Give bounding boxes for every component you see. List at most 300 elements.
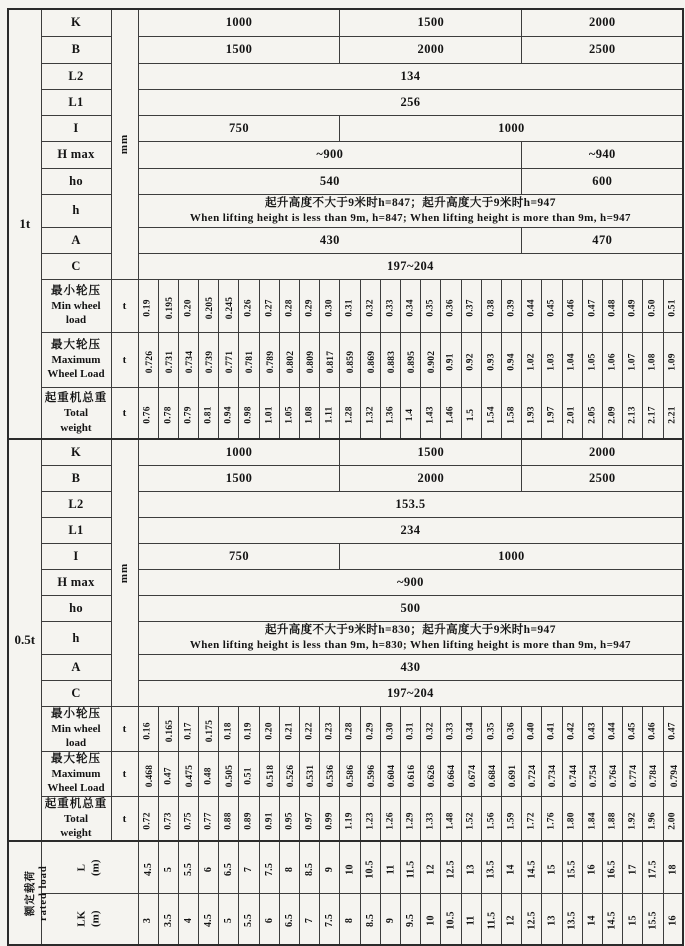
value-text: 0.30 [385,722,396,740]
min-wheel-load-value [178,707,198,752]
param-label-a [41,655,111,681]
value-text: 0.40 [526,722,537,740]
value-text: 0.726 [144,350,155,374]
load-label-total-weight [41,796,111,841]
param-k-value [340,9,522,36]
maximum-wheel-load-value [380,751,400,796]
value-text: 0.72 [143,811,154,830]
load-label-line: Maximum [51,767,101,780]
value-text: 0.35 [486,722,497,740]
table-row [8,89,683,115]
value-text: 0.45 [627,722,638,740]
section-label-0-5t [8,439,41,841]
table-row [8,439,683,465]
value-text: 0.16 [143,722,154,740]
span-label-letter: LK [75,910,88,927]
param-value-text: 256 [400,94,421,109]
span-l-value [623,841,643,893]
min-wheel-load-value [340,707,360,752]
span-lk-value [401,893,421,945]
value-text: 4.5 [142,862,154,876]
table-row [8,796,683,841]
span-l-value [138,841,158,893]
value-text: 0.92 [466,353,477,371]
min-wheel-load-value [542,707,562,752]
value-text: 7.5 [263,862,275,876]
unit-t-cell [111,707,138,752]
param-value-text: 470 [592,232,613,247]
min-wheel-load-value [602,707,622,752]
param-h-value [138,621,683,654]
span-l-value [421,841,441,893]
value-text: 0.31 [345,299,356,317]
value-text: 0.28 [284,299,295,317]
value-text: 9.5 [405,913,417,928]
value-text: 0.94 [506,353,517,371]
min-wheel-load-value [360,279,380,332]
unit-t-cell [111,796,138,841]
table-row [8,543,683,569]
value-text: 0.817 [326,350,337,374]
value-text: 10 [425,915,437,926]
min-wheel-load-value [582,279,602,332]
param-value-text: 153.5 [395,496,426,511]
value-text: 0.531 [306,764,317,787]
span-l-value [178,841,198,893]
param-value-text: 1500 [417,445,445,460]
maximum-wheel-load-value [320,751,340,796]
load-label-line: load [65,314,87,327]
value-text: 14.5 [526,859,538,879]
param-value-text: 1000 [225,445,253,460]
rated-load-line: 额定载荷 [24,869,36,916]
param-value-text: ~900 [396,574,424,589]
value-text: 4.5 [203,913,215,928]
total-weight-value [138,387,158,439]
unit-mm-text: mm [118,563,131,584]
param-l2-value [138,491,683,517]
value-text: 1.52 [466,811,477,830]
span-l-value [158,841,178,893]
span-lk-value [158,893,178,945]
value-text: 0.664 [447,764,458,787]
value-text: 1.23 [365,811,376,830]
value-text: 1.4 [405,408,416,422]
value-text: 0.19 [143,299,154,317]
maximum-wheel-load-value [441,332,461,387]
value-text: 1.09 [667,353,678,371]
value-text: 1.36 [385,406,396,424]
value-text: 7 [243,866,255,872]
value-text: 2.00 [667,811,678,830]
value-text: 0.17 [183,722,194,740]
param-value-text: 134 [400,68,421,83]
value-text: 11.5 [485,911,497,930]
maximum-wheel-load-value [401,332,421,387]
table-row [8,115,683,141]
param-ho-value [138,595,683,621]
value-text: 0.32 [365,299,376,317]
span-l-value [522,841,542,893]
table-row [8,387,683,439]
total-weight-value [602,387,622,439]
param-label-h [41,621,111,654]
value-text: 0.46 [647,722,658,740]
value-text: 1.96 [647,811,658,830]
span-l-value [340,841,360,893]
value-text: 0.77 [203,811,214,830]
param-value-text: 2000 [417,42,445,56]
span-label-unit: (m) [89,859,102,876]
param-label-text: I [73,548,79,563]
load-label-line: Min wheel [51,300,101,313]
table-row [8,841,683,893]
min-wheel-load-value [522,707,542,752]
span-lk-value [522,893,542,945]
table-row [8,194,683,227]
value-text: 13 [546,915,558,926]
min-wheel-load-value [441,279,461,332]
value-text: 12 [506,915,518,926]
total-weight-value [643,796,663,841]
min-wheel-load-value [380,707,400,752]
span-l-value [602,841,622,893]
value-text: 7 [304,917,316,924]
load-label-line: Min wheel [51,723,101,736]
value-text: 1.19 [345,811,356,830]
value-text: 8.5 [304,862,316,876]
value-text: 0.42 [567,722,578,740]
value-text: 2.05 [587,406,598,424]
maximum-wheel-load-value [360,751,380,796]
value-text: 0.674 [467,764,478,787]
min-wheel-load-value [562,707,582,752]
load-label-line: 起重机总重 [44,797,108,810]
value-text: 0.604 [387,764,398,787]
value-text: 0.21 [284,722,295,740]
span-lk-value [239,893,259,945]
load-label-maximum-wheel-load [41,332,111,387]
param-label-text: C [71,686,81,701]
param-label-k [41,439,111,465]
min-wheel-load-value [542,279,562,332]
value-text: 1.02 [526,353,537,371]
table-row [8,168,683,194]
unit-t-text: t [122,353,127,366]
value-text: 0.36 [506,722,517,740]
min-wheel-load-value [158,279,178,332]
lifting-height-note-cn: 起升高度不大于9米时h=847；起升高度大于9米时h=947 [264,196,556,209]
total-weight-value [158,387,178,439]
value-text: 0.81 [203,406,214,424]
value-text: 2.17 [647,406,658,424]
span-lk-value [501,893,521,945]
value-text: 1.01 [264,406,275,424]
value-text: 3.5 [162,913,174,928]
value-text: 8.5 [364,913,376,928]
maximum-wheel-load-value [562,751,582,796]
span-l-value [320,841,340,893]
maximum-wheel-load-value [239,332,259,387]
table-row [8,707,683,752]
span-lk-value [461,893,481,945]
param-value-text: 750 [229,548,249,563]
value-text: 14 [506,863,518,875]
param-label-h-max [41,569,111,595]
value-text: 0.895 [407,350,418,374]
value-text: 0.41 [547,722,557,740]
span-l-value [481,841,501,893]
table-row [8,517,683,543]
total-weight-value [239,796,259,841]
total-weight-value [582,796,602,841]
value-text: 0.44 [607,722,618,740]
total-weight-value [461,796,481,841]
rated-load-label [8,841,49,945]
total-weight-value [199,387,219,439]
value-text: 1.04 [567,353,578,371]
min-wheel-load-value [582,707,602,752]
maximum-wheel-load-value [582,332,602,387]
min-wheel-load-value [360,707,380,752]
value-text: 14.5 [607,911,619,930]
value-text: 0.596 [366,764,377,787]
param-label-text: h [72,630,80,645]
span-l-value [259,841,279,893]
min-wheel-load-value [663,279,683,332]
value-text: 0.31 [405,722,416,740]
param-label-text: A [71,232,81,247]
load-label-line: 最小轮压 [51,708,101,721]
value-text: 1.43 [425,406,436,424]
total-weight-value [380,796,400,841]
value-text: 0.48 [607,299,618,317]
maximum-wheel-load-value [623,751,643,796]
span-l-value [401,841,421,893]
value-text: 1.97 [547,406,557,424]
maximum-wheel-load-value [481,751,501,796]
param-value-text: 1500 [417,15,445,30]
param-label-l1 [41,517,111,543]
value-text: 13.5 [485,859,497,879]
min-wheel-load-value [461,707,481,752]
value-text: 3 [142,917,154,924]
span-lk-value [441,893,461,945]
value-text: 1.03 [547,353,557,371]
lifting-height-note-cn: 起升高度不大于9米时h=830；起升高度大于9米时h=947 [264,623,556,636]
total-weight-value [643,387,663,439]
table-row [8,141,683,168]
maximum-wheel-load-value [138,751,158,796]
param-value-text: ~940 [588,147,616,161]
table-row [8,9,683,36]
total-weight-value [562,796,582,841]
value-text: 13.5 [566,911,578,930]
value-text: 15 [546,863,558,875]
value-text: 1.93 [526,406,537,424]
total-weight-value [501,796,521,841]
min-wheel-load-value [239,707,259,752]
value-text: 0.28 [345,722,356,740]
total-weight-value [481,796,501,841]
param-value-text: 540 [319,173,340,188]
total-weight-value [582,387,602,439]
value-text: 0.784 [649,764,660,787]
maximum-wheel-load-value [623,332,643,387]
maximum-wheel-load-value [259,332,279,387]
value-text: 15.5 [647,911,659,930]
param-label-text: K [70,445,82,460]
value-text: 1.28 [345,406,356,424]
value-text: 0.626 [427,764,438,787]
load-label-min-wheel-load [41,279,111,332]
param-i-value [138,115,340,141]
maximum-wheel-load-value [663,751,683,796]
total-weight-value [300,796,320,841]
min-wheel-load-value [178,279,198,332]
maximum-wheel-load-value [501,332,521,387]
param-label-text: I [73,120,79,135]
value-text: 0.22 [304,722,315,740]
param-c-value [138,253,683,279]
value-text: 1.32 [365,406,376,424]
maximum-wheel-load-value [138,332,158,387]
span-l-value [380,841,400,893]
unit-t-text: t [122,722,127,735]
total-weight-value [320,387,340,439]
lifting-height-note [139,622,683,654]
min-wheel-load-value [259,707,279,752]
maximum-wheel-load-value [481,332,501,387]
total-weight-value [441,796,461,841]
param-ho-value [522,168,684,194]
value-text: 0.32 [425,722,436,740]
value-text: 18 [667,863,679,875]
min-wheel-load-value [340,279,360,332]
span-label-lk [41,893,138,945]
param-b-value [340,36,522,63]
value-text: 12.5 [445,859,457,879]
value-text: 6 [263,917,275,924]
value-text: 1.05 [284,406,295,424]
param-label-l1 [41,89,111,115]
param-l1-value [138,89,683,115]
value-text: 0.789 [265,350,276,374]
min-wheel-load-value [421,707,441,752]
total-weight-value [158,796,178,841]
param-value-text: 197~204 [387,258,434,273]
min-wheel-load-value [643,279,663,332]
param-l2-value [138,63,683,89]
maximum-wheel-load-value [602,332,622,387]
maximum-wheel-load-value [219,751,239,796]
total-weight-value [542,796,562,841]
value-text: 0.33 [446,722,457,740]
value-text: 0.30 [324,299,335,317]
param-label-text: L2 [68,496,84,511]
param-i-value [340,543,683,569]
span-lk-value [178,893,198,945]
param-value-text: 197~204 [387,686,434,701]
param-label-h [41,194,111,227]
value-text: 0.37 [466,299,477,317]
param-label-text: B [71,42,81,56]
value-text: 0.869 [366,350,377,374]
total-weight-value [300,387,320,439]
maximum-wheel-load-value [178,751,198,796]
value-text: 4 [182,917,194,924]
value-text: 0.34 [466,722,477,740]
param-l1-value [138,517,683,543]
total-weight-value [259,387,279,439]
span-l-value [279,841,299,893]
param-c-value [138,681,683,707]
value-text: 1.48 [446,811,457,830]
param-k-value [522,439,684,465]
value-text: 6.5 [223,862,235,876]
min-wheel-load-value [401,707,421,752]
value-text: 0.20 [264,722,275,740]
maximum-wheel-load-value [219,332,239,387]
value-text: 1.88 [607,811,618,830]
maximum-wheel-load-value [582,751,602,796]
value-text: 0.205 [205,296,216,320]
value-text: 11 [384,864,396,874]
param-value-text: 1000 [498,120,525,135]
param-a-value [138,655,683,681]
value-text: 0.99 [324,811,335,830]
total-weight-value [401,387,421,439]
value-text: 0.883 [387,350,398,374]
param-label-text: h [72,203,80,218]
min-wheel-load-value [138,279,158,332]
span-l-value [239,841,259,893]
param-value-text: 2000 [417,470,445,485]
section-label-1t [8,9,41,439]
value-text: 0.44 [526,299,537,317]
min-wheel-load-value [320,279,340,332]
param-value-text: 2000 [588,15,616,30]
maximum-wheel-load-value [199,751,219,796]
value-text: 0.586 [346,764,357,787]
value-text: 0.49 [627,299,638,317]
param-label-text: L1 [68,522,84,537]
span-l-value [643,841,663,893]
span-lk-value [340,893,360,945]
maximum-wheel-load-value [663,332,683,387]
span-lk-value [421,893,441,945]
table-row [8,63,683,89]
value-text: 0.75 [183,811,194,830]
param-label-text: L1 [68,94,84,109]
param-h-max-value [138,569,683,595]
value-text: 1.08 [304,406,315,424]
maximum-wheel-load-value [522,751,542,796]
value-text: 0.76 [143,406,154,424]
maximum-wheel-load-value [461,751,481,796]
section-label-text: 0.5t [14,632,36,648]
span-l-value [360,841,380,893]
min-wheel-load-value [623,707,643,752]
value-text: 0.39 [506,299,517,317]
param-label-text: B [71,470,81,485]
value-text: 16.5 [607,859,619,879]
value-text: 5 [223,917,235,924]
maximum-wheel-load-value [542,751,562,796]
value-text: 1.26 [385,811,396,830]
total-weight-value [522,796,542,841]
span-lk-value [199,893,219,945]
